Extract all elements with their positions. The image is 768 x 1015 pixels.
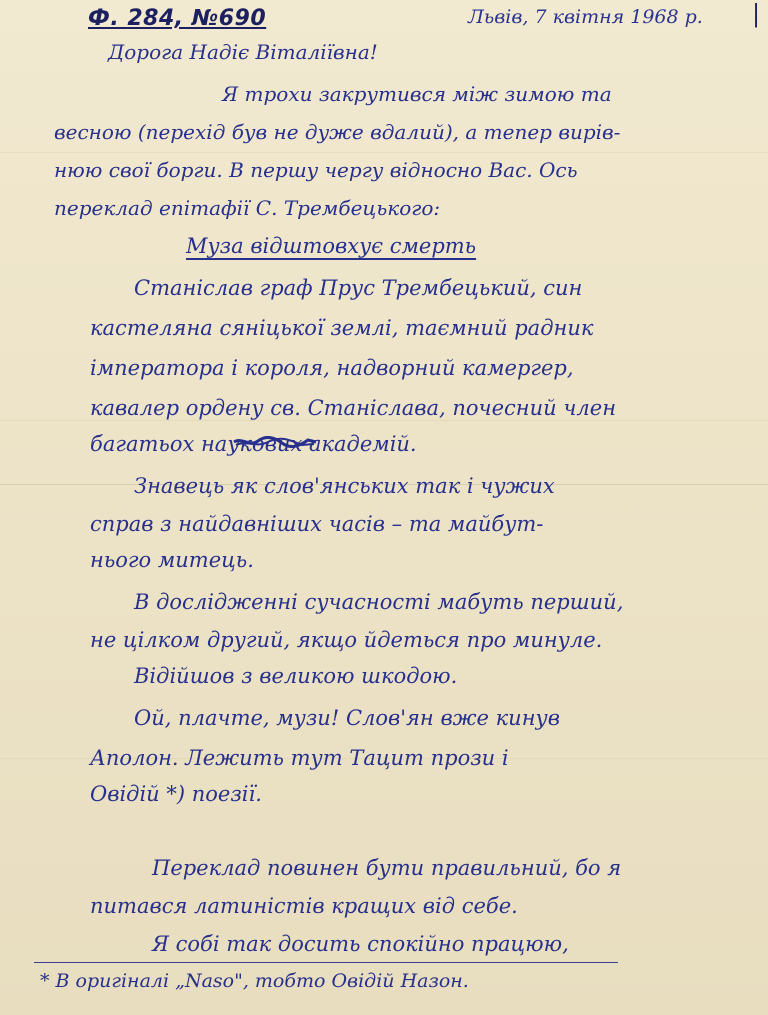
paper-ruling [0,420,768,421]
closing-line: питався латиністів кращих від себе. [90,894,518,918]
epitaph-line: Аполон. Лежить тут Тацит прози і [90,746,509,770]
epitaph-line: В дослідженні сучасності мабуть перший, [134,590,624,614]
epitaph-line: Овідій *) поезії. [90,782,262,806]
dateline: Львів, 7 квітня 1968 р. [468,6,703,28]
intro-line: переклад епітафії С. Трембецького: [54,196,441,220]
footnote: * В оригіналі „Naso", тобто Овідій Назон. [40,970,469,992]
margin-mark: | [752,0,761,28]
paper-ruling [0,152,768,153]
epitaph-line: імператора і короля, надворний камергер, [90,356,574,380]
intro-line: Я трохи закрутився між зимою та [222,82,612,106]
epitaph-line: Станіслав граф Прус Трембецький, син [134,276,583,300]
salutation: Дорога Надіє Віталіївна! [108,40,378,64]
epitaph-line: кавалер ордену св. Станіслава, почесний член [90,396,617,420]
epitaph-line: Знавець як слов'янських так і чужих [134,474,555,498]
archive-reference: Ф. 284, №690 [88,6,267,31]
epitaph-line: нього митець. [90,548,254,572]
epitaph-line: справ з найдавніших часів – та майбут- [90,512,544,536]
intro-line: весною (перехід був не дуже вдалий), а тепер вирів- [54,120,621,144]
intro-line: нюю свої борги. В першу чергу відносно Вас. Ось [54,158,578,182]
crossed-out-word [232,436,318,448]
epitaph-line: кастеляна сяніцької землі, таємний радник [90,316,594,340]
epitaph-line: не цілком другий, якщо йдеться про минуле. [90,628,603,652]
epitaph-title: Муза відштовхує смерть [186,234,477,258]
epitaph-line: Ой, плачте, музи! Слов'ян вже кинув [134,706,560,730]
closing-line: Я собі так досить спокійно працюю, [152,932,569,956]
epitaph-line: багатьох наукових академій. [90,432,417,456]
closing-line: Переклад повинен бути правильний, бо я [152,856,622,880]
epitaph-line: Відійшов з великою шкодою. [134,664,458,688]
footnote-rule [34,962,618,963]
